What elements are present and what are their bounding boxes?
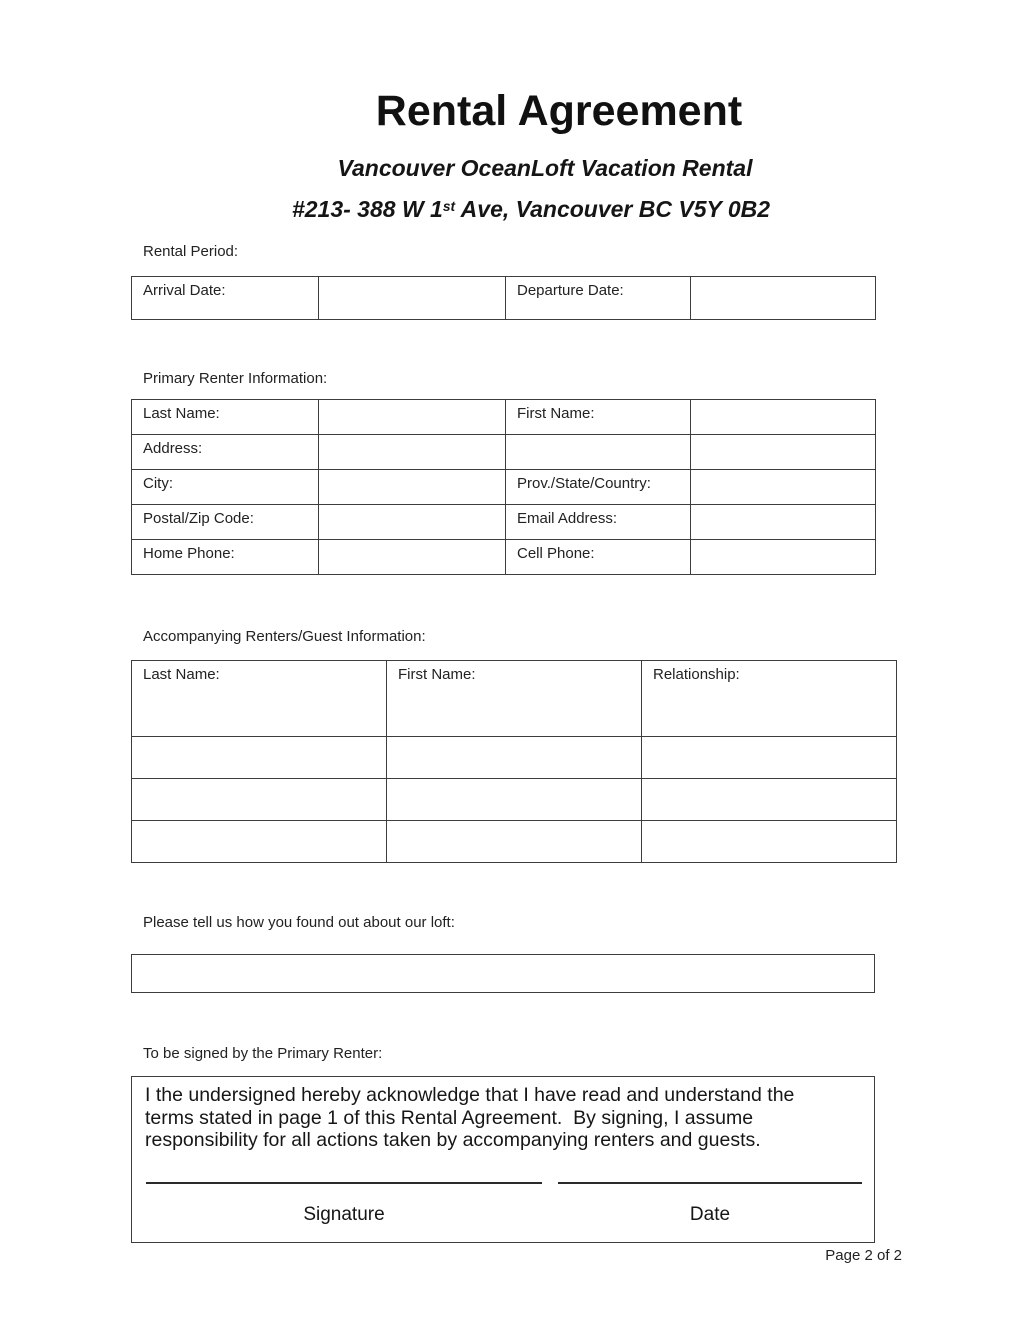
guest-relationship-field[interactable] [642,821,897,863]
home-phone-label: Home Phone: [132,540,319,575]
document-subtitle: Vancouver OceanLoft Vacation Rental [337,155,753,181]
city-label: City: [132,470,319,505]
rental-period-table [131,276,876,320]
date-column [558,1182,862,1226]
rental-period-heading: Rental Period: [143,243,239,260]
document-header [0,0,1024,223]
signature-label: Signature [303,1203,385,1225]
city-field[interactable] [319,470,506,505]
guest-last-name-field[interactable] [132,737,387,779]
guest-first-name-field[interactable] [387,779,642,821]
address-label: Address: [132,435,319,470]
prov-state-country-field[interactable] [691,470,876,505]
rental-period-row [132,277,876,320]
primary-renter-heading: Primary Renter Information: [143,370,328,387]
guest-last-name-field[interactable] [132,821,387,863]
signature-line-row [145,1182,874,1226]
guest-first-name-field[interactable] [387,737,642,779]
last-name-label: Last Name: [132,400,319,435]
property-address [19,196,1024,223]
email-address-field[interactable] [691,505,876,540]
guest-relationship-field[interactable] [642,737,897,779]
referral-field[interactable] [131,954,875,993]
document-title: Rental Agreement [375,87,743,135]
accompanying-blank-row [132,779,897,821]
arrival-date-field[interactable] [319,277,506,320]
guest-relationship-field[interactable] [642,779,897,821]
date-line[interactable] [558,1182,862,1184]
table-row [132,400,876,435]
date-label: Date [689,1203,731,1225]
signature-column [146,1182,542,1226]
last-name-field[interactable] [319,400,506,435]
table-row [132,540,876,575]
signature-section-heading: To be signed by the Primary Renter: [143,1045,383,1062]
postal-zip-label: Postal/Zip Code: [132,505,319,540]
address-field-cont[interactable] [506,435,691,470]
first-name-label: First Name: [506,400,691,435]
guest-last-name-label: Last Name: [132,661,387,737]
guest-first-name-label: First Name: [387,661,642,737]
postal-zip-field[interactable] [319,505,506,540]
signature-box [131,1076,875,1243]
first-name-field[interactable] [691,400,876,435]
address-field[interactable] [319,435,506,470]
page-number: Page 2 of 2 [825,1247,902,1264]
cell-phone-label: Cell Phone: [506,540,691,575]
primary-renter-table [131,399,876,575]
address-field-cont[interactable] [691,435,876,470]
prov-state-country-label: Prov./State/Country: [506,470,691,505]
accompanying-header-row [132,661,897,737]
accompanying-blank-row [132,737,897,779]
address-ordinal-superscript: st [442,198,456,214]
table-row [132,435,876,470]
guest-first-name-field[interactable] [387,821,642,863]
referral-heading: Please tell us how you found out about our loft: [143,914,455,931]
table-row [132,470,876,505]
arrival-date-label: Arrival Date: [132,277,319,320]
email-address-label: Email Address: [506,505,691,540]
accompanying-heading: Accompanying Renters/Guest Information: [143,628,426,645]
acknowledgement-text: I the undersigned hereby acknowledge that I have read and understand the terms stated in page 1 of this Rental Agreement. By signing, I assume responsibility for all actions taken by accompanying renters and guests. [145,1084,800,1151]
home-phone-field[interactable] [319,540,506,575]
address-prefix: #213- 388 W 1 [291,196,443,222]
accompanying-table [131,660,897,863]
departure-date-field[interactable] [691,277,876,320]
cell-phone-field[interactable] [691,540,876,575]
accompanying-blank-row [132,821,897,863]
address-suffix: Ave, Vancouver BC V5Y 0B2 [455,196,771,222]
guest-relationship-label: Relationship: [642,661,897,737]
table-row [132,505,876,540]
departure-date-label: Departure Date: [506,277,691,320]
guest-last-name-field[interactable] [132,779,387,821]
signature-line[interactable] [146,1182,542,1184]
